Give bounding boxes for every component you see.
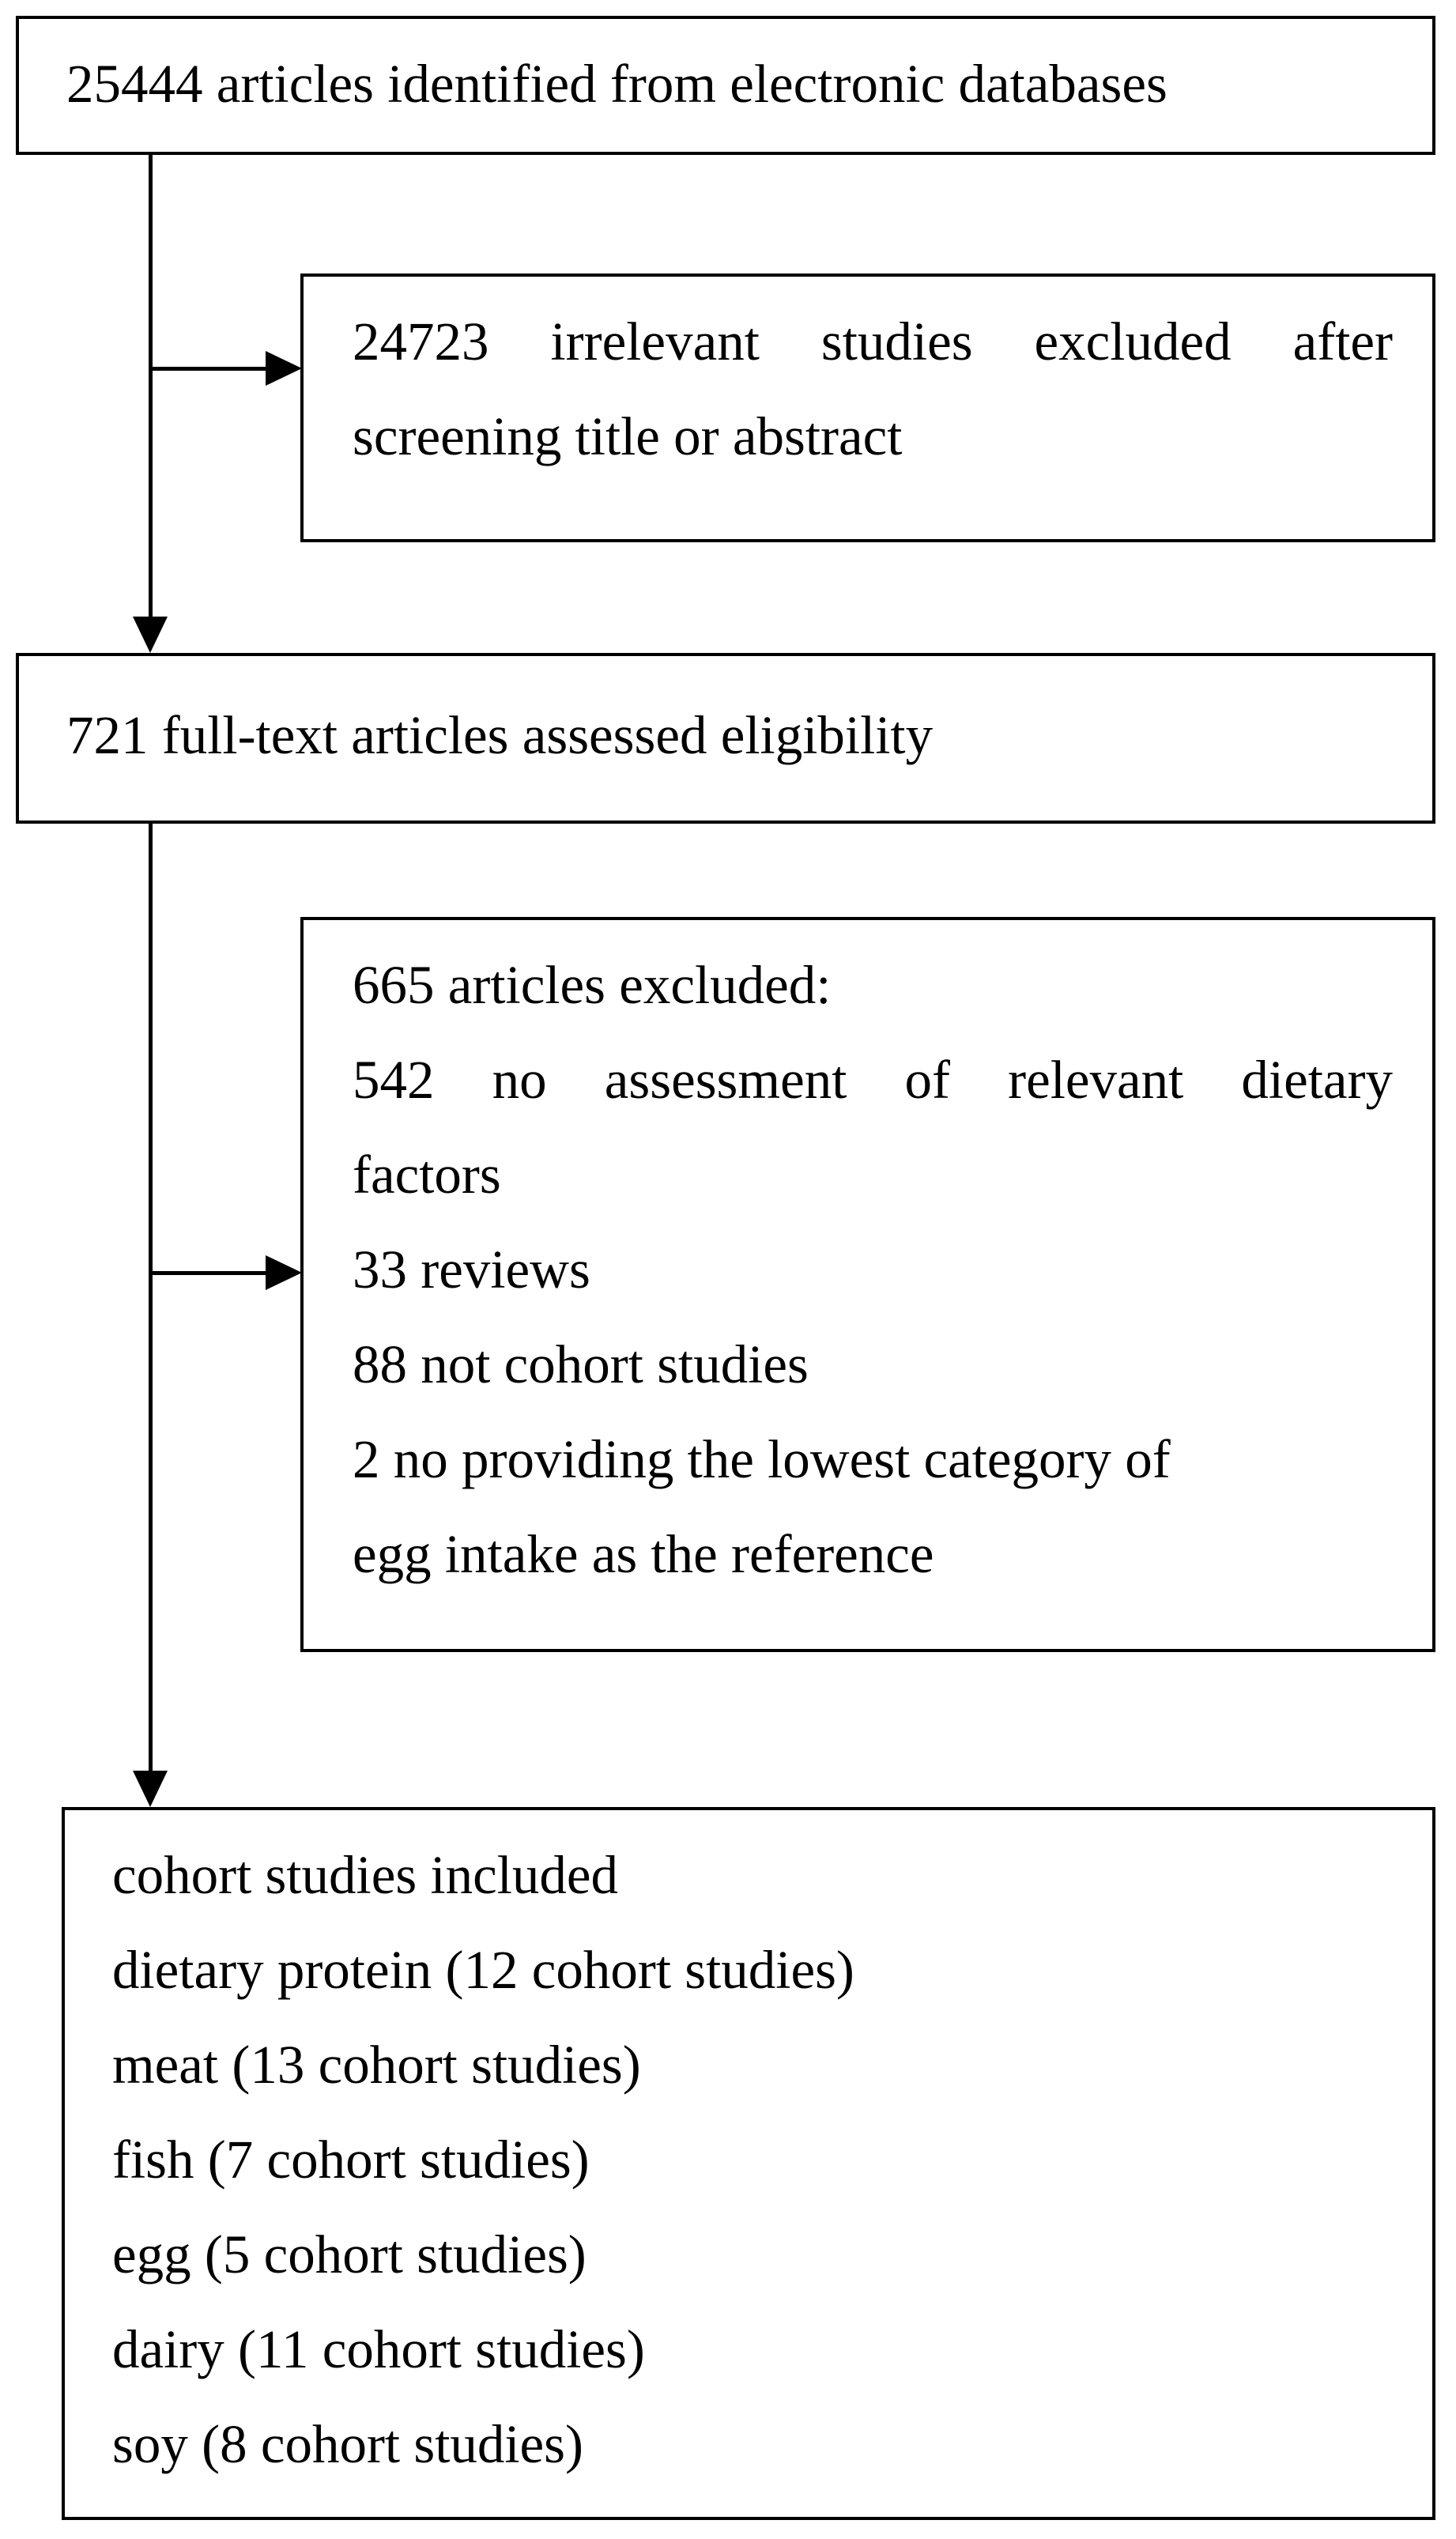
fulltext-box	[16, 653, 1435, 824]
arrow-to-excluded-fulltext	[266, 1255, 302, 1290]
identified-text: 25444 articles identified from electronic databases	[66, 54, 1167, 114]
excluded-fulltext-line: factors	[353, 1145, 501, 1205]
identified-box	[16, 16, 1435, 155]
arrow-to-fulltext	[133, 617, 168, 653]
fulltext-text: 721 full-text articles assessed eligibility	[66, 705, 934, 765]
main-connector-1	[149, 155, 153, 621]
excluded-fulltext-line: egg intake as the reference	[353, 1524, 934, 1584]
included-line: egg (5 cohort studies)	[112, 2224, 587, 2284]
included-line: cohort studies included	[112, 1845, 619, 1905]
excluded-fulltext-line: 33 reviews	[353, 1239, 590, 1300]
arrow-to-included	[133, 1771, 168, 1807]
excluded-fulltext-box	[300, 917, 1435, 1652]
included-line: dairy (11 cohort studies)	[112, 2319, 645, 2379]
included-line: dietary protein (12 cohort studies)	[112, 1940, 854, 2000]
excluded-screening-line2: screening title or abstract	[353, 406, 903, 466]
included-line: fish (7 cohort studies)	[112, 2130, 590, 2190]
excluded-fulltext-line: 88 not cohort studies	[353, 1334, 809, 1394]
included-line: meat (13 cohort studies)	[112, 2035, 641, 2095]
included-box	[62, 1807, 1435, 2520]
branch-connector-1	[150, 367, 269, 371]
excluded-fulltext-line: 665 articles excluded:	[353, 955, 832, 1015]
excluded-fulltext-line: 2 no providing the lowest category of	[353, 1429, 1171, 1489]
included-line: soy (8 cohort studies)	[112, 2414, 584, 2474]
excluded-screening-box	[300, 274, 1435, 542]
excluded-fulltext-line: 542 no assessment of relevant dietary	[353, 1050, 1393, 1110]
main-connector-2	[149, 824, 153, 1772]
excluded-screening-line1: 24723 irrelevant studies excluded after	[353, 311, 1393, 372]
arrow-to-excluded-screening	[266, 351, 302, 386]
branch-connector-2	[150, 1271, 269, 1275]
